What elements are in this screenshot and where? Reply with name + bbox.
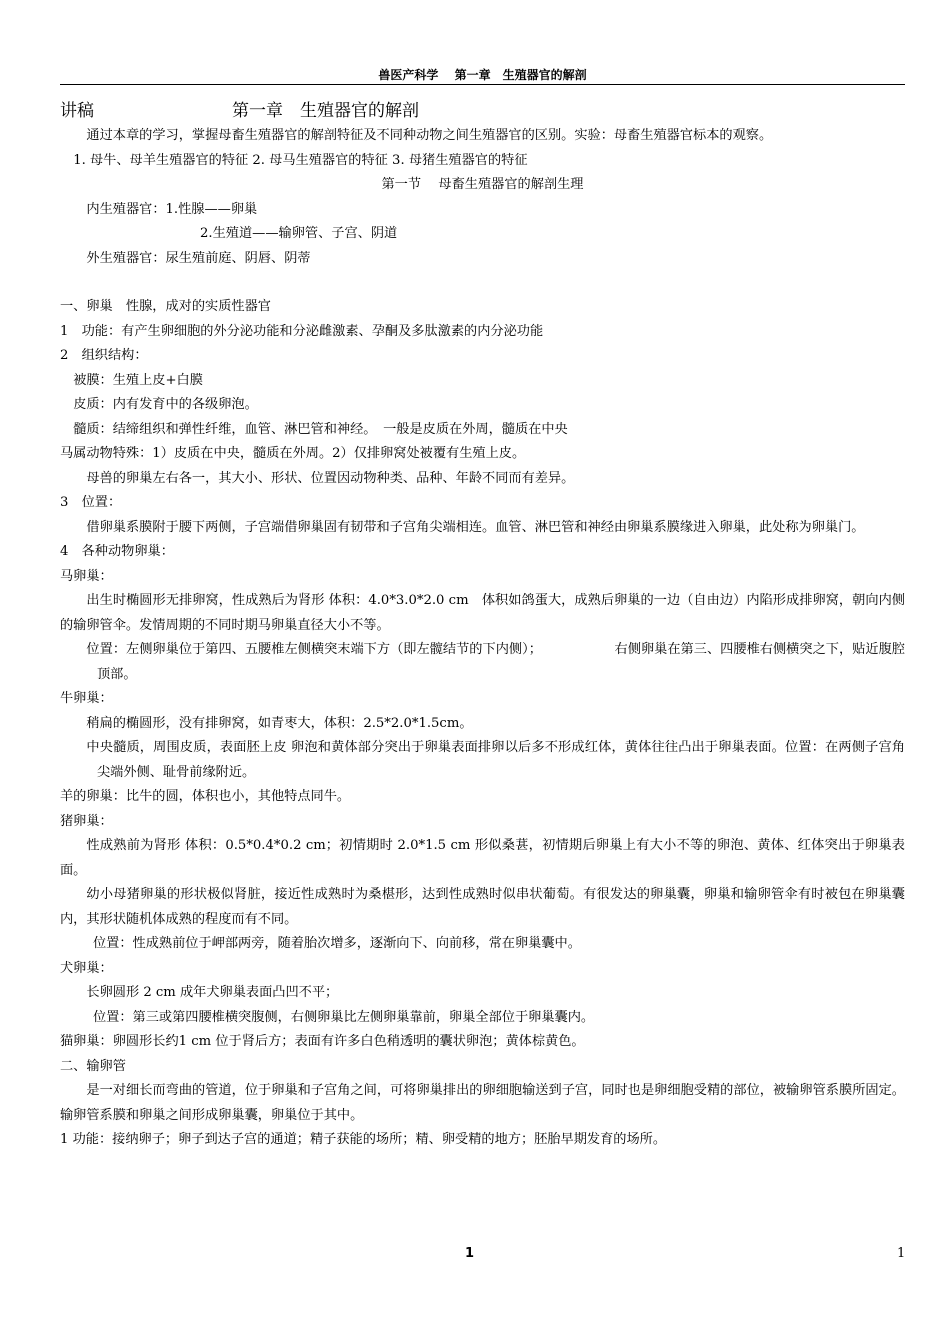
intro-paragraph: 通过本章的学习，掌握母畜生殖器官的解剖特征及不同种动物之间生殖器官的区别。实验：母畜生殖器官标本的观察。 [86,128,773,143]
equine-special-line: 马属动物特殊：1）皮质在中央，髓质在外周。2）仅排卵窝处被覆有生殖上皮。 [60,446,526,461]
document-body [60,98,905,1153]
pig-ovary-position: 位置：性成熟前位于岬部两旁，随着胎次增多，逐渐向下、向前移，常在卵巢囊中。 [92,936,581,951]
pig-ovary-heading: 猪卵巢： [60,813,113,829]
ovary-position-text: 借卵巢系膜附于腰下两侧，子宫端借卵巢固有韧带和子宫角尖端相连。血管、淋巴管和神经由卵巢系膜缘进入卵巢，此处称为卵巢门。 [86,519,865,535]
reproductive-tract-line: 2.生殖道——输卵管、子宫、阴道 [200,226,398,241]
cat-ovary-line: 猫卵巢：卵圆形长约1 cm 位于肾后方；表面有许多白色稍透明的囊状卵泡；黄体棕黄色。 [60,1034,585,1049]
ovary-function: 1 功能：有产生卵细胞的外分泌功能和分泌雌激素、孕酮及多肽激素的内分泌功能 [60,323,544,339]
pig-ovary-size: 性成熟前为肾形 体积：0.5*0.4*0.2 cm；初情期时 2.0*1.5 cm 形似桑葚，初情期后卵巢上有大小不等的卵泡、黄体、红体突出于卵巢表面。 [60,838,905,878]
species-ovary-heading: 4 各种动物卵巢： [60,544,174,559]
section-heading: 第一节 母畜生殖器官的解剖生理 [381,177,584,192]
horse-ovary-position: 位置：左侧卵巢位于第四、五腰椎左侧横突末端下方（即左髋结节的下内侧）； 右侧卵巢在第三、四腰椎右侧横突之下，贴近腹腔顶部。 [86,642,905,682]
horse-ovary-heading: 马卵巢： [60,568,113,584]
header-rule [60,84,905,85]
cow-ovary-shape: 稍扁的椭圆形，没有排卵窝，如青枣大，体积：2.5*2.0*1.5cm。 [86,715,473,731]
external-organs-line: 外生殖器官：尿生殖前庭、阴唇、阴蒂 [86,250,311,266]
page-number-center: 1 [465,1246,475,1261]
ovary-structure-heading: 2 组织结构： [60,348,148,363]
blank-line [60,271,905,295]
capsule-line: 被膜：生殖上皮+白膜 [73,372,203,388]
sheep-ovary-line: 羊的卵巢：比牛的圆，体积也小，其他特点同牛。 [60,789,351,804]
pig-ovary-shape: 幼小母猪卵巢的形状极似肾脏，接近性成熟时为桑椹形，达到性成熟时似串状葡萄。有很发达的卵巢囊，卵巢和输卵管伞有时被包在卵巢囊内，其形状随机体成熟的程度而有不同。 [60,887,905,927]
lecture-label: 讲稿 [60,101,94,121]
cow-ovary-text: 中央髓质，周围皮质，表面胚上皮 卵泡和黄体部分突出于卵巢表面排卵以后多不形成红体，黄体往往凸出于卵巢表面。位置：在两侧子宫角尖端外侧、耻骨前缘附近。 [86,740,905,780]
ovary-position-heading: 3 位置： [60,495,122,510]
ovary-variation-line: 母兽的卵巢左右各一，其大小、形状、位置因动物种类、品种、年龄不同而有差异。 [86,470,575,486]
document-title-row [60,98,905,124]
running-header: 兽医产科学 第一章 生殖器官的解剖 [378,68,587,82]
chapter-title: 第一章 生殖器官的解剖 [232,101,419,121]
cortex-line: 皮质：内有发育中的各级卵泡。 [73,397,258,412]
dog-ovary-position: 位置：第三或第四腰椎横突腹侧，右侧卵巢比左侧卵巢靠前，卵巢全部位于卵巢囊内。 [92,1009,595,1025]
page-number-right: 1 [897,1246,906,1261]
dog-ovary-heading: 犬卵巢： [60,960,113,976]
objectives-list: 1. 母牛、母羊生殖器官的特征 2. 母马生殖器官的特征 3. 母猪生殖器官的特征 [73,152,528,168]
horse-ovary-text: 出生时椭圆形无排卵窝，性成熟后为肾形 体积：4.0*3.0*2.0 cm 体积如鸽蛋大，成熟后卵巢的一边（自由边）内陷形成排卵窝，朝向内侧的输卵管伞。发情周期的不同时期马卵巢直径大小不等。 [60,593,905,633]
medulla-line: 髓质：结缔组织和弹性纤维，血管、淋巴管和神经。 一般是皮质在外周，髓质在中央 [73,421,568,437]
oviduct-function: 1 功能：接纳卵子；卵子到达子宫的通道；精子获能的场所；精、卵受精的地方；胚胎早期发育的场所。 [60,1132,667,1147]
dog-ovary-shape: 长卵圆形 2 cm 成年犬卵巢表面凸凹不平； [86,985,339,1000]
heading-ovary: 一、卵巢 性腺，成对的实质性器官 [60,299,271,314]
cow-ovary-heading: 牛卵巢： [60,691,113,706]
heading-oviduct: 二、输卵管 [60,1058,126,1074]
oviduct-description: 是一对细长而弯曲的管道，位于卵巢和子宫角之间，可将卵巢排出的卵细胞输送到子宫，同时也是卵细胞受精的部位，被输卵管系膜所固定。输卵管系膜和卵巢之间形成卵巢囊，卵巢位于其中。 [60,1083,905,1123]
internal-organs-line: 内生殖器官：1.性腺——卵巢 [86,201,258,217]
